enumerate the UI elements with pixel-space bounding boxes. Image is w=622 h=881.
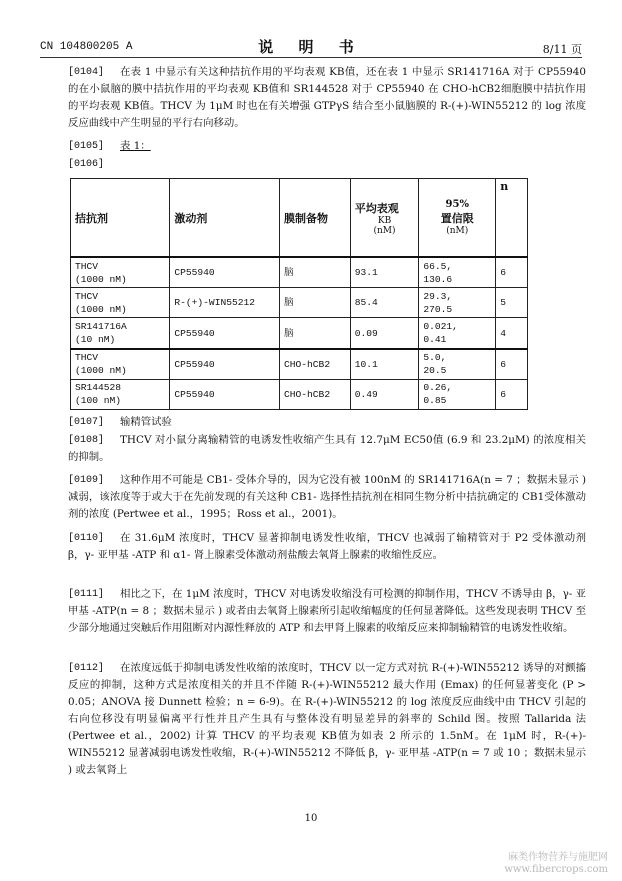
paragraph-text: 这种作用不可能是 CB1- 受体介导的，因为它没有被 100nM 的 SR141716A(n = 7 ；数据未显示 ) 减弱，该浓度等于或大于在先前发现的有关这种 CB1- 选择性拮抗剂在相同生物分析中拮抗确定的 CB1受体激动剂的浓度 (Pertwee et al.，1995；Ross et al.，2001)。: [68, 474, 586, 520]
paragraph-tag: [0106]: [68, 159, 105, 170]
cell-membrane: CHO-hCB2: [280, 349, 351, 380]
paragraph-0109: [68, 472, 586, 523]
cell-kb: 93.1: [350, 257, 419, 288]
paragraph-tag: [0112]: [68, 663, 105, 674]
paragraph-tag: [0105]: [68, 141, 105, 152]
cell-antagonist: SR141716A (10 nM): [71, 318, 170, 349]
col-ci: [419, 179, 496, 258]
watermark-line2: www.fibercrops.com: [504, 864, 608, 875]
paragraph-0105: [68, 138, 586, 155]
kb-unit: (nM): [373, 225, 396, 236]
cell-ci: 29.3, 270.5: [419, 288, 496, 318]
kb-symbol: KB: [377, 215, 392, 226]
document-title: 说 明 书: [258, 38, 364, 56]
col-n: n: [496, 179, 528, 258]
cell-antagonist: THCV (1000 nM): [71, 349, 170, 380]
watermark: [504, 852, 608, 876]
kb-title: 平均表观: [354, 201, 399, 215]
cell-ci: 5.0, 20.5: [419, 349, 496, 380]
cell-n: 6: [496, 257, 528, 288]
patent-number: CN 104800205 A: [40, 41, 133, 53]
ci-pct: 95%: [445, 199, 469, 211]
paragraph-text: 在浓度远低于抑制电诱发性收缩的浓度时，THCV 以一定方式对抗 R-(+)-WIN55212 诱导的对颤搐反应的抑制，这种方式是浓度相关的并且不伴随 R-(+)-WIN55212 最大作用 (Emax) 的任何显著变化 (P > 0.05；ANOVA 接 Dunnett 检验；n = 6-9)。在 R-(+)-WIN55212 的 log 浓度反应曲线中由 THCV 引起的右向位移没有明显偏离平行性并且产生具有与整体没有明显差异的斜率的 Schild 图。按照 Tallarida 法 (Pertwee et al.，2002) 计算 THCV 的平均表观 KB值为如表 2 所示的 1.5nM。在 1μM 时，R-(+)-WIN55212 显著减弱电诱发性收缩，R-(+)-WIN55212 不降低 β，γ- 亚甲基 -ATP(n = 7 或 10 ；数据未显示 ) 或去氧肾上: [68, 662, 586, 776]
cell-kb: 85.4: [350, 288, 419, 318]
page-indicator: 8/11 页: [542, 43, 582, 56]
watermark-line1: 麻类作物营养与施肥网: [508, 852, 608, 863]
paragraph-text: THCV 对小鼠分离输精管的电诱发性收缩产生具有 12.7μM EC50值 (6.9 和 23.2μM) 的浓度相关的抑制。: [68, 434, 586, 463]
cell-agonist: R-(+)-WIN55212: [170, 288, 280, 318]
paragraph-0108: [68, 432, 586, 466]
table-row: [71, 288, 528, 318]
paragraph-tag: [0109]: [68, 475, 105, 486]
paragraph-0112: [68, 660, 586, 779]
header-rule: [40, 57, 582, 58]
paragraph-text: 相比之下，在 1μM 浓度时，THCV 对电诱发收缩没有可检测的抑制作用，THCV 不诱导由 β，γ- 亚甲基 -ATP(n = 8 ；数据未显示 ) 或者由去氧肾上腺素所引起收缩幅度的任何显著降低。这些发现表明 THCV 至少部分地通过突触后作用阻断对内源性释放的 ATP 和去甲肾上腺素的收缩反应来抑制输精管的电诱发性收缩。: [68, 588, 586, 634]
paragraph-0107: [68, 414, 586, 431]
table-row: [71, 318, 528, 349]
cell-agonist: CP55940: [170, 318, 280, 349]
cell-membrane: 脑: [280, 318, 351, 349]
cell-antagonist: THCV (1000 nM): [71, 257, 170, 288]
ci-unit: (nM): [446, 226, 469, 237]
table-body: [71, 257, 528, 409]
page-number: 10: [304, 813, 318, 824]
cell-ci: 0.26, 0.85: [419, 379, 496, 409]
paragraph-0111: [68, 586, 586, 637]
cell-n: 6: [496, 379, 528, 409]
paragraph-text: 在 31.6μM 浓度时，THCV 显著抑制电诱发性收缩，THCV 也减弱了输精管对于 P2 受体激动剂 β，γ- 亚甲基 -ATP 和 α1- 肾上腺素受体激动剂盐酸去氧肾上腺素的收缩性反应。: [68, 532, 586, 561]
cell-kb: 0.09: [350, 318, 419, 349]
col-agonist: 激动剂: [170, 179, 280, 258]
cell-ci: 66.5, 130.6: [419, 257, 496, 288]
cell-n: 6: [496, 349, 528, 380]
cell-kb: 0.49: [350, 379, 419, 409]
paragraph-tag: [0110]: [68, 533, 105, 544]
cell-ci: 0.021, 0.41: [419, 318, 496, 349]
paragraph-tag: [0108]: [68, 435, 105, 446]
paragraph-0104: [68, 64, 586, 132]
col-membrane: 膜制备物: [280, 179, 351, 258]
page-header: [40, 38, 582, 56]
table-row: [71, 349, 528, 380]
cell-membrane: 脑: [280, 288, 351, 318]
cell-kb: 10.1: [350, 349, 419, 380]
cell-antagonist: SR144528 (100 nM): [71, 379, 170, 409]
paragraph-text: 输精管试验: [120, 416, 172, 428]
results-table: [70, 178, 528, 410]
cell-antagonist: THCV (1000 nM): [71, 288, 170, 318]
table-row: [71, 257, 528, 288]
paragraph-0110: [68, 530, 586, 564]
cell-n: 5: [496, 288, 528, 318]
paragraph-tag: [0107]: [68, 417, 105, 428]
cell-membrane: 脑: [280, 257, 351, 288]
cell-n: 4: [496, 318, 528, 349]
ci-title: 置信限: [440, 212, 474, 226]
cell-agonist: CP55940: [170, 379, 280, 409]
cell-membrane: CHO-hCB2: [280, 379, 351, 409]
table-row: [71, 379, 528, 409]
col-antagonist: 拮抗剂: [71, 179, 170, 258]
paragraph-text: 表 1：: [120, 140, 151, 152]
col-kb: [350, 179, 419, 258]
paragraph-text: 在表 1 中显示有关这种拮抗作用的平均表观 KB值，还在表 1 中显示 SR141716A 对于 CP55940 的在小鼠脑的膜中拮抗作用的平均表观 KB值和 SR144528 对于 CP55940 在 CHO-hCB2细胞膜中拮抗作用的平均表观 KB值。THCV 为 1μM 时也在有关增强 GTPγS 结合至小鼠脑膜的 R-(+)-WIN55212 的 log 浓度反应曲线中产生明显的平行右向移动。: [68, 66, 586, 129]
paragraph-tag: [0104]: [68, 67, 105, 78]
cell-agonist: CP55940: [170, 349, 280, 380]
paragraph-tag: [0111]: [68, 589, 105, 600]
cell-agonist: CP55940: [170, 257, 280, 288]
